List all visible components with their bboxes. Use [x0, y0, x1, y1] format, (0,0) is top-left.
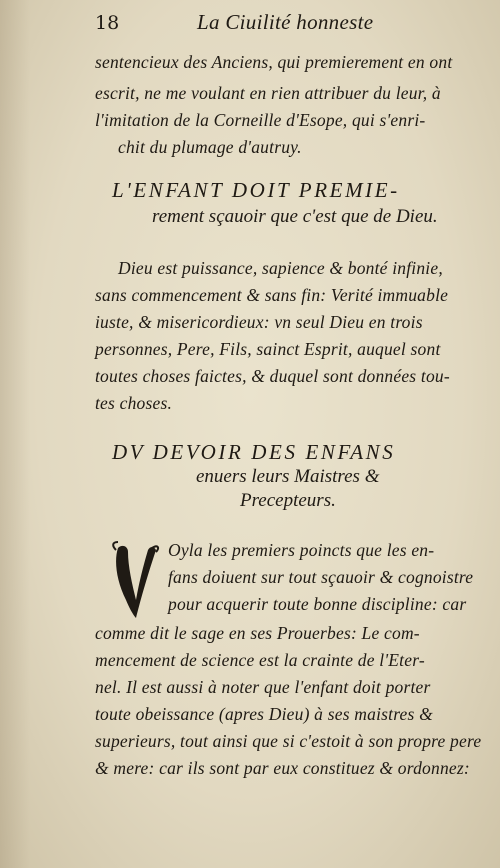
text-line: nel. Il est aussi à noter que l'enfant doit porter — [95, 677, 431, 697]
text-line: sans commencement & sans fin: Verité immuable — [95, 285, 449, 305]
text-line: mencement de science est la crainte de l'Eter- — [95, 650, 425, 670]
text-line: toute obeissance (apres Dieu) à ses maistres & — [95, 704, 433, 724]
text-line: fans doiuent sur tout sçauoir & cognoistre — [168, 567, 474, 587]
dropcap-v-icon — [112, 540, 160, 620]
text-line: pour acquerir toute bonne discipline: car — [168, 594, 467, 614]
section-heading-1-cont: rement sçauoir que c'est que de Dieu. — [152, 206, 438, 227]
page-number: 18 — [95, 12, 120, 34]
text-line: tes choses. — [95, 393, 173, 413]
text-line: chit du plumage d'autruy. — [118, 137, 302, 157]
dropcap-ornament — [112, 540, 160, 620]
section-heading-2-line2: enuers leurs Maistres & — [196, 466, 380, 487]
text-line: personnes, Pere, Fils, sainct Esprit, auquel sont — [95, 339, 441, 359]
text-line: sentencieux des Anciens, qui premierement en ont — [95, 52, 453, 72]
text-line: comme dit le sage en ses Prouerbes: Le com- — [95, 623, 420, 643]
text-line: escrit, ne me voulant en rien attribuer du leur, à — [95, 83, 441, 103]
page-gutter-shadow — [0, 0, 30, 868]
text-line: Dieu est puissance, sapience & bonté infinie, — [118, 258, 443, 278]
section-heading-2: DV DEVOIR DES ENFANS — [112, 440, 396, 464]
running-title: La Ciuilité honneste — [197, 10, 374, 34]
text-line: iuste, & misericordieux: vn seul Dieu en trois — [95, 312, 423, 332]
text-line: toutes choses faictes, & duquel sont données tou- — [95, 366, 450, 386]
text-line: l'imitation de la Corneille d'Esope, qui s'enri- — [95, 110, 426, 130]
text-line: Oyla les premiers poincts que les en- — [168, 540, 435, 560]
section-heading-2-line3: Precepteurs. — [240, 490, 336, 511]
text-line: superieurs, tout ainsi que si c'estoit à son propre pere — [95, 731, 482, 751]
section-heading-1: L'ENFANT DOIT PREMIE- — [112, 178, 400, 202]
text-line: & mere: car ils sont par eux constituez & ordonnez: — [95, 758, 470, 778]
page-header — [95, 8, 425, 38]
